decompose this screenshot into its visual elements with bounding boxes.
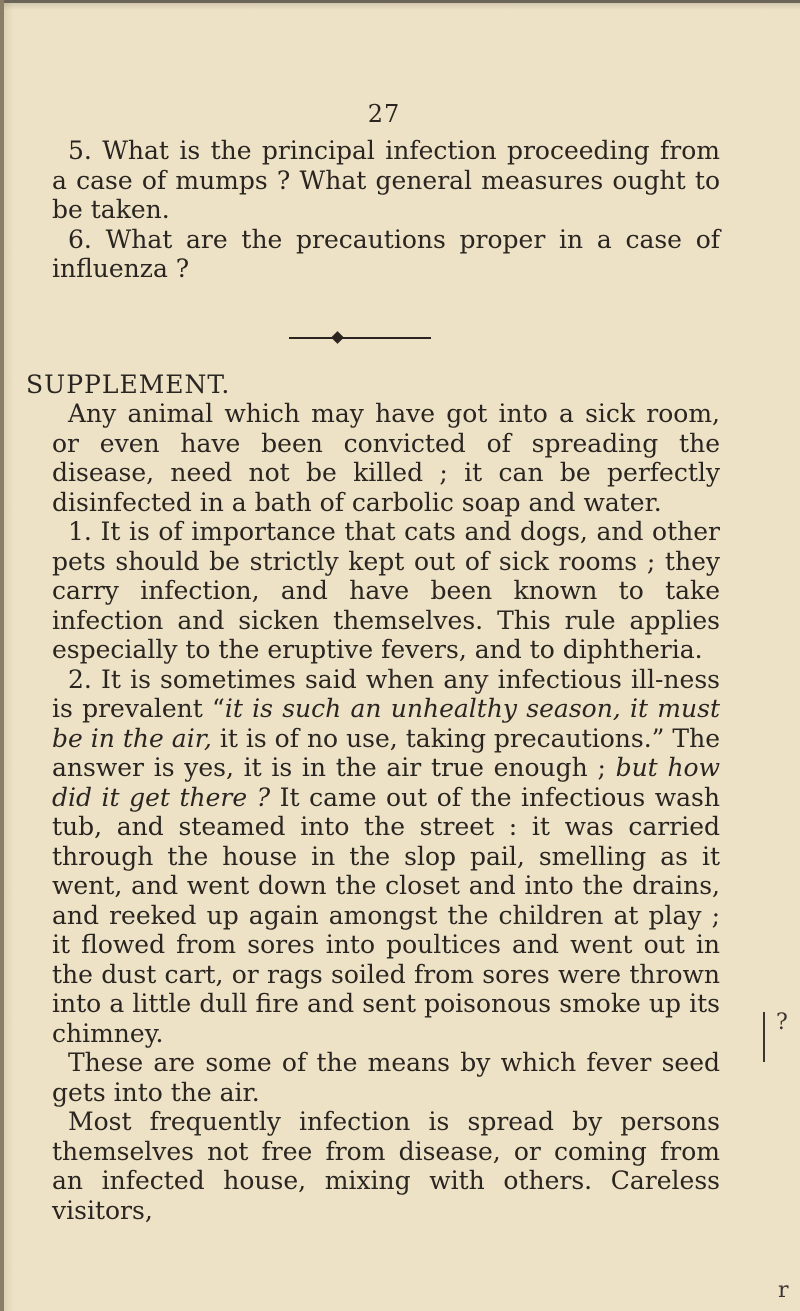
supplement-body (52, 399, 720, 1225)
page-number: 27 (367, 100, 401, 128)
point-2-question: but how did it get there ? (52, 753, 720, 812)
margin-annotation-right: ? (776, 1010, 788, 1035)
supplement-persons-paragraph: Most frequently infection is spread by persons themselves not free from disease, or coming from an infected house, mixing with others. Careless visitors, (52, 1107, 720, 1225)
point-2-mid: it is of no use, taking precautions.” The answer is yes, it is in the air true enough ; (52, 723, 720, 782)
margin-annotation-bottom: r (778, 1278, 789, 1303)
divider-rule (289, 337, 431, 339)
point-2-lead: 2. It is sometimes said when any infectious ill-ness is prevalent “ (52, 664, 720, 723)
page-binding-edge (0, 0, 4, 1311)
supplement-point-1: 1. It is of importance that cats and dogs, and other pets should be strictly kept out of sick rooms ; they carry infection, and have been known to take infection and sicken themselves. This rule applies especially to the eruptive fevers, and to diphtheria. (52, 517, 720, 664)
supplement-point-2 (52, 665, 720, 1049)
question-5: 5. What is the principal infection proceeding from a case of mumps ? What general measures ought to be taken. (52, 136, 720, 224)
page-top-edge (0, 0, 800, 3)
section-divider (289, 331, 431, 345)
margin-bracket-mark (763, 1012, 765, 1062)
supplement-heading: SUPPLEMENT. (26, 369, 231, 399)
page-text (26, 136, 720, 1225)
point-2-quote: it is such an unhealthy season, it must be in the air, (52, 694, 720, 753)
divider-diamond-ornament (331, 331, 344, 344)
point-2-rest: It came out of the infectious wash tub, and steamed into the street : it was carried through the house in the slop pail, smelling as it went, and went down the closet and into the drains, and reeked up again amongst the children at play ; it flowed from sores into poultices and went out in the dust cart, or rags soiled from sores were thrown into a little dull fire and sent poisonous smoke up its chimney. (52, 782, 720, 1048)
supplement-intro-paragraph: Any animal which may have got into a sick room, or even have been convicted of spreading the disease, need not be killed ; it can be perfectly disinfected in a bath of carbolic soap and water. (52, 399, 720, 517)
question-6: 6. What are the precautions proper in a case of influenza ? (52, 224, 720, 283)
supplement-means-paragraph: These are some of the means by which fever seed gets into the air. (52, 1048, 720, 1107)
